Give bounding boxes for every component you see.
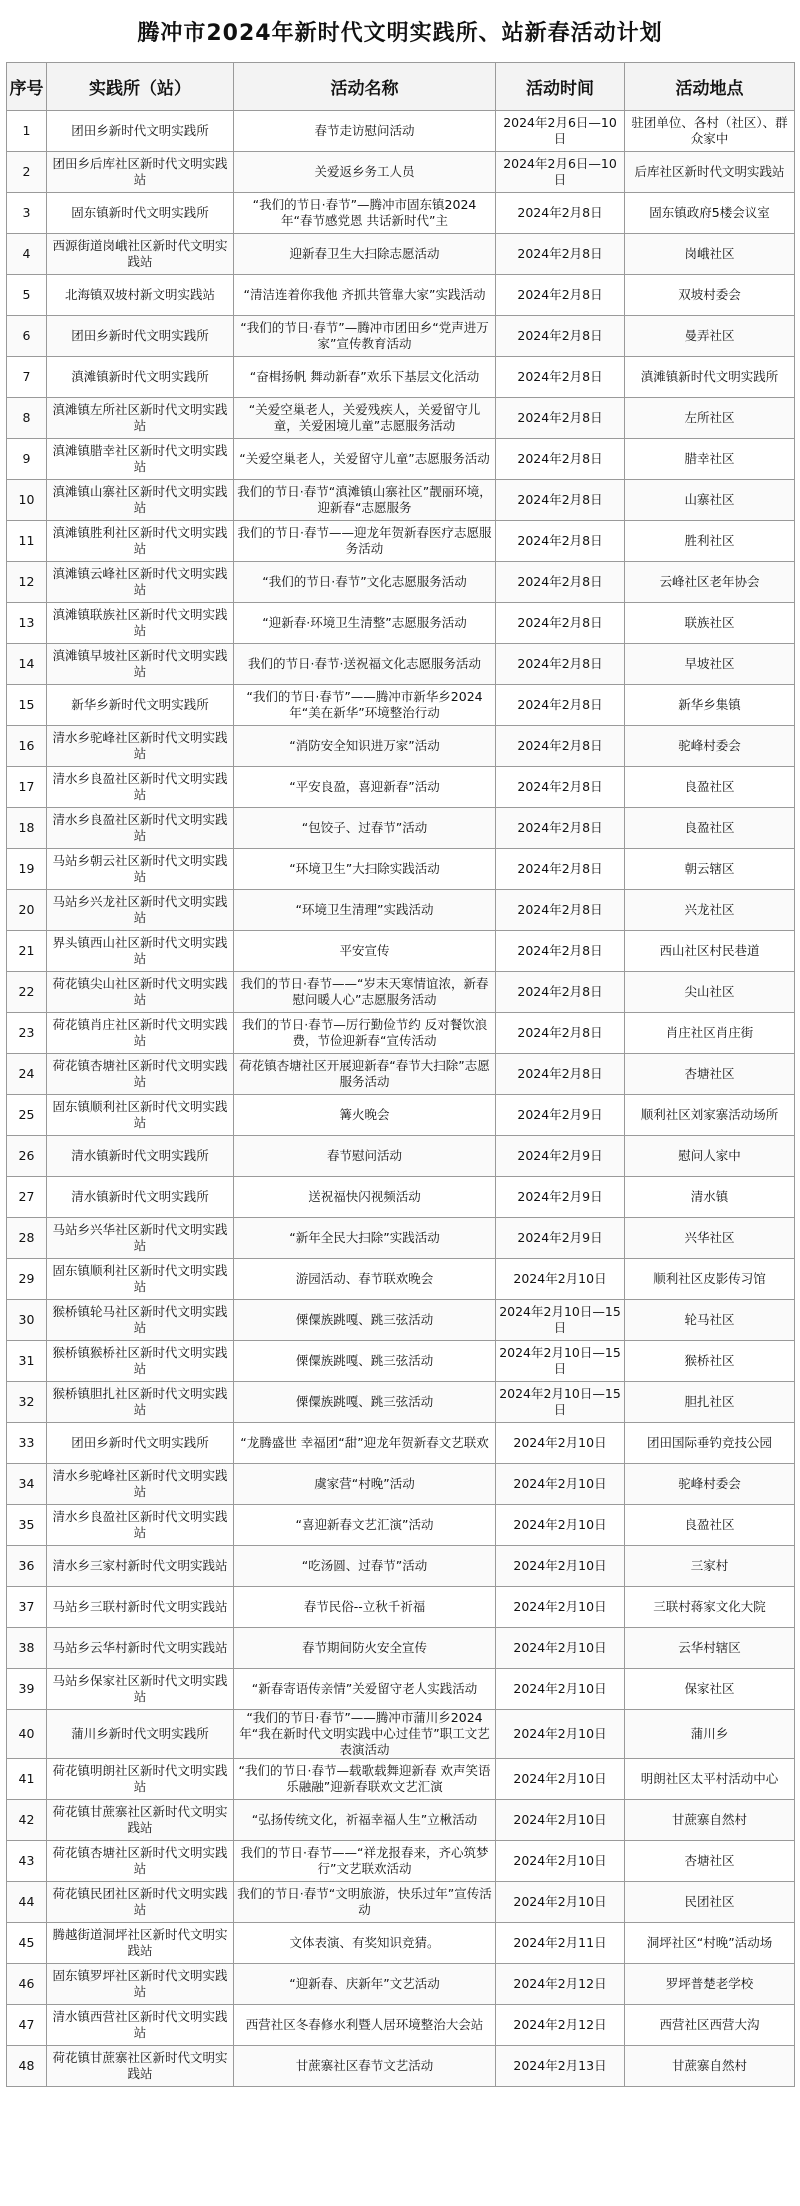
cell-station: 荷花镇杏塘社区新时代文明实践站: [47, 1841, 234, 1882]
table-row: [7, 316, 795, 357]
cell-station: 清水乡良盈社区新时代文明实践站: [47, 767, 234, 808]
cell-activity-name: 我们的节日·春节——“祥龙报春来，齐心筑梦行”文艺联欢活动: [234, 1841, 496, 1882]
cell-activity-location: 驼峰村委会: [625, 1464, 795, 1505]
cell-activity-location: 蒲川乡: [625, 1710, 795, 1759]
cell-index: 38: [7, 1628, 47, 1669]
cell-activity-time: 2024年2月8日: [496, 439, 625, 480]
cell-activity-name: 我们的节日·春节“文明旅游，快乐过年”宣传活动: [234, 1882, 496, 1923]
cell-index: 28: [7, 1218, 47, 1259]
cell-station: 猴桥镇轮马社区新时代文明实践站: [47, 1300, 234, 1341]
cell-station: 固东镇罗坪社区新时代文明实践站: [47, 1964, 234, 2005]
cell-index: 44: [7, 1882, 47, 1923]
table-row: [7, 972, 795, 1013]
cell-station: 荷花镇民团社区新时代文明实践站: [47, 1882, 234, 1923]
cell-index: 29: [7, 1259, 47, 1300]
header-activity-time: 活动时间: [496, 63, 625, 111]
cell-activity-location: 轮马社区: [625, 1300, 795, 1341]
table-row: [7, 1136, 795, 1177]
table-row: [7, 767, 795, 808]
cell-activity-time: 2024年2月8日: [496, 849, 625, 890]
cell-activity-name: 春节期间防火安全宣传: [234, 1628, 496, 1669]
cell-station: 马站乡云华村新时代文明实践站: [47, 1628, 234, 1669]
cell-station: 清水镇新时代文明实践所: [47, 1136, 234, 1177]
table-row: [7, 1300, 795, 1341]
cell-activity-time: 2024年2月9日: [496, 1136, 625, 1177]
cell-index: 16: [7, 726, 47, 767]
cell-index: 35: [7, 1505, 47, 1546]
cell-activity-location: 三家村: [625, 1546, 795, 1587]
table-row: [7, 890, 795, 931]
cell-index: 31: [7, 1341, 47, 1382]
cell-activity-name: 游园活动、春节联欢晚会: [234, 1259, 496, 1300]
cell-activity-location: 曼弄社区: [625, 316, 795, 357]
cell-activity-time: 2024年2月10日: [496, 1710, 625, 1759]
cell-station: 马站乡三联村新时代文明实践站: [47, 1587, 234, 1628]
cell-activity-location: 胆扎社区: [625, 1382, 795, 1423]
cell-activity-name: “吃汤圆、过春节”活动: [234, 1546, 496, 1587]
table-row: [7, 1546, 795, 1587]
cell-activity-name: 荷花镇杏塘社区开展迎新春“春节大扫除”志愿服务活动: [234, 1054, 496, 1095]
cell-activity-location: 慰问人家中: [625, 1136, 795, 1177]
cell-index: 13: [7, 603, 47, 644]
table-row: [7, 521, 795, 562]
table-row: [7, 1964, 795, 2005]
cell-activity-location: 肖庄社区肖庄街: [625, 1013, 795, 1054]
cell-activity-location: 兴龙社区: [625, 890, 795, 931]
cell-activity-name: 傈僳族跳嘎、跳三弦活动: [234, 1300, 496, 1341]
cell-activity-location: 山寨社区: [625, 480, 795, 521]
header-activity-location: 活动地点: [625, 63, 795, 111]
cell-activity-time: 2024年2月8日: [496, 726, 625, 767]
cell-activity-time: 2024年2月10日: [496, 1505, 625, 1546]
cell-station: 马站乡兴龙社区新时代文明实践站: [47, 890, 234, 931]
table-row: [7, 1587, 795, 1628]
cell-activity-name: “清洁连着你我他 齐抓共管靠大家”实践活动: [234, 275, 496, 316]
cell-station: 团田乡后库社区新时代文明实践站: [47, 152, 234, 193]
cell-station: 荷花镇尖山社区新时代文明实践站: [47, 972, 234, 1013]
header-index: 序号: [7, 63, 47, 111]
cell-activity-name: “平安良盈，喜迎新春”活动: [234, 767, 496, 808]
cell-activity-location: 良盈社区: [625, 767, 795, 808]
cell-activity-name: “新春寄语传亲情”关爱留守老人实践活动: [234, 1669, 496, 1710]
cell-index: 25: [7, 1095, 47, 1136]
cell-activity-location: 猴桥社区: [625, 1341, 795, 1382]
table-row: [7, 398, 795, 439]
table-row: [7, 193, 795, 234]
table-row: [7, 685, 795, 726]
cell-activity-time: 2024年2月8日: [496, 603, 625, 644]
table-row: [7, 726, 795, 767]
cell-station: 马站乡保家社区新时代文明实践站: [47, 1669, 234, 1710]
cell-activity-name: 春节民俗--立秋千祈福: [234, 1587, 496, 1628]
cell-activity-name: “喜迎新春文艺汇演”活动: [234, 1505, 496, 1546]
cell-activity-name: “奋楫扬帆 舞动新春”欢乐下基层文化活动: [234, 357, 496, 398]
cell-index: 20: [7, 890, 47, 931]
table-row: [7, 1095, 795, 1136]
cell-index: 43: [7, 1841, 47, 1882]
table-row: [7, 1759, 795, 1800]
header-activity-name: 活动名称: [234, 63, 496, 111]
cell-station: 固东镇顺利社区新时代文明实践站: [47, 1259, 234, 1300]
cell-index: 4: [7, 234, 47, 275]
cell-activity-time: 2024年2月9日: [496, 1218, 625, 1259]
cell-activity-time: 2024年2月10日: [496, 1423, 625, 1464]
cell-station: 荷花镇甘蔗寨社区新时代文明实践站: [47, 1800, 234, 1841]
cell-index: 33: [7, 1423, 47, 1464]
cell-activity-name: “我们的节日·春节”——腾冲市新华乡2024年“美在新华”环境整治行动: [234, 685, 496, 726]
cell-activity-time: 2024年2月10日: [496, 1464, 625, 1505]
cell-activity-location: 西营社区西营大沟: [625, 2005, 795, 2046]
cell-activity-name: 平安宣传: [234, 931, 496, 972]
cell-activity-name: “龙腾盛世 幸福团“甜”迎龙年贺新春文艺联欢: [234, 1423, 496, 1464]
cell-activity-location: 甘蔗寨自然村: [625, 1800, 795, 1841]
cell-station: 荷花镇甘蔗寨社区新时代文明实践站: [47, 2046, 234, 2087]
table-row: [7, 1923, 795, 1964]
cell-index: 3: [7, 193, 47, 234]
cell-station: 滇滩镇云峰社区新时代文明实践站: [47, 562, 234, 603]
cell-index: 48: [7, 2046, 47, 2087]
cell-activity-time: 2024年2月10日: [496, 1259, 625, 1300]
cell-activity-name: “新年全民大扫除”实践活动: [234, 1218, 496, 1259]
cell-station: 马站乡朝云社区新时代文明实践站: [47, 849, 234, 890]
header-station: 实践所（站）: [47, 63, 234, 111]
cell-activity-location: 甘蔗寨自然村: [625, 2046, 795, 2087]
cell-activity-name: “我们的节日·春节—载歌载舞迎新春 欢声笑语乐融融”迎新春联欢文艺汇演: [234, 1759, 496, 1800]
cell-station: 界头镇西山社区新时代文明实践站: [47, 931, 234, 972]
cell-index: 40: [7, 1710, 47, 1759]
document-title: 腾冲市2024年新时代文明实践所、站新春活动计划: [137, 20, 663, 46]
cell-activity-name: “弘扬传统文化，祈福幸福人生”立楸活动: [234, 1800, 496, 1841]
cell-activity-location: 团田国际垂钓竞技公园: [625, 1423, 795, 1464]
cell-activity-time: 2024年2月8日: [496, 890, 625, 931]
cell-station: 团田乡新时代文明实践所: [47, 111, 234, 152]
cell-index: 47: [7, 2005, 47, 2046]
cell-activity-name: 春节走访慰问活动: [234, 111, 496, 152]
cell-activity-name: “环境卫生”大扫除实践活动: [234, 849, 496, 890]
cell-activity-time: 2024年2月12日: [496, 1964, 625, 2005]
cell-index: 15: [7, 685, 47, 726]
cell-activity-time: 2024年2月8日: [496, 685, 625, 726]
cell-activity-location: 胜利社区: [625, 521, 795, 562]
cell-activity-time: 2024年2月8日: [496, 480, 625, 521]
cell-activity-name: “关爱空巢老人，关爱残疾人，关爱留守儿童，关爱困境儿童”志愿服务活动: [234, 398, 496, 439]
table-row: [7, 275, 795, 316]
cell-station: 清水镇新时代文明实践所: [47, 1177, 234, 1218]
cell-station: 清水乡良盈社区新时代文明实践站: [47, 1505, 234, 1546]
cell-activity-location: 民团社区: [625, 1882, 795, 1923]
cell-activity-time: 2024年2月8日: [496, 398, 625, 439]
table-row: [7, 1382, 795, 1423]
cell-activity-name: 关爱返乡务工人员: [234, 152, 496, 193]
cell-index: 14: [7, 644, 47, 685]
cell-activity-name: “关爱空巢老人，关爱留守儿童”志愿服务活动: [234, 439, 496, 480]
cell-activity-time: 2024年2月8日: [496, 275, 625, 316]
cell-activity-name: 傈僳族跳嘎、跳三弦活动: [234, 1382, 496, 1423]
cell-activity-time: 2024年2月8日: [496, 193, 625, 234]
table-row: [7, 1841, 795, 1882]
cell-station: 滇滩镇早坡社区新时代文明实践站: [47, 644, 234, 685]
table-row: [7, 1505, 795, 1546]
cell-activity-time: 2024年2月10日—15日: [496, 1382, 625, 1423]
cell-index: 12: [7, 562, 47, 603]
cell-activity-name: 我们的节日·春节·送祝福文化志愿服务活动: [234, 644, 496, 685]
cell-activity-location: 罗坪普楚老学校: [625, 1964, 795, 2005]
cell-index: 46: [7, 1964, 47, 2005]
cell-activity-time: 2024年2月8日: [496, 1054, 625, 1095]
cell-station: 西源街道岗峨社区新时代文明实践站: [47, 234, 234, 275]
cell-activity-location: 顺利社区刘家寨活动场所: [625, 1095, 795, 1136]
cell-station: 蒲川乡新时代文明实践所: [47, 1710, 234, 1759]
cell-activity-location: 明朗社区太平村活动中心: [625, 1759, 795, 1800]
cell-activity-name: “迎新春·环境卫生清整”志愿服务活动: [234, 603, 496, 644]
cell-activity-location: 顺利社区皮影传习馆: [625, 1259, 795, 1300]
cell-index: 26: [7, 1136, 47, 1177]
cell-activity-location: 兴华社区: [625, 1218, 795, 1259]
table-row: [7, 562, 795, 603]
table-row: [7, 849, 795, 890]
cell-index: 37: [7, 1587, 47, 1628]
cell-index: 45: [7, 1923, 47, 1964]
cell-activity-name: 我们的节日·春节“滇滩镇山寨社区”靓丽环境，迎新春“志愿服务: [234, 480, 496, 521]
cell-activity-name: 送祝福快闪视频活动: [234, 1177, 496, 1218]
cell-activity-location: 西山社区村民巷道: [625, 931, 795, 972]
cell-index: 18: [7, 808, 47, 849]
table-row: [7, 931, 795, 972]
cell-station: 团田乡新时代文明实践所: [47, 1423, 234, 1464]
cell-activity-time: 2024年2月10日: [496, 1628, 625, 1669]
cell-index: 17: [7, 767, 47, 808]
cell-station: 团田乡新时代文明实践所: [47, 316, 234, 357]
cell-activity-time: 2024年2月6日—10日: [496, 152, 625, 193]
cell-station: 滇滩镇山寨社区新时代文明实践站: [47, 480, 234, 521]
cell-activity-name: 虞家营“村晚”活动: [234, 1464, 496, 1505]
cell-activity-location: 杏塘社区: [625, 1054, 795, 1095]
table-row: [7, 1882, 795, 1923]
table-row: [7, 1013, 795, 1054]
cell-activity-location: 尖山社区: [625, 972, 795, 1013]
cell-station: 猴桥镇胆扎社区新时代文明实践站: [47, 1382, 234, 1423]
cell-activity-location: 云峰社区老年协会: [625, 562, 795, 603]
table-body: [7, 111, 795, 2087]
cell-station: 滇滩镇新时代文明实践所: [47, 357, 234, 398]
cell-activity-location: 岗峨社区: [625, 234, 795, 275]
cell-activity-time: 2024年2月10日: [496, 1882, 625, 1923]
cell-activity-time: 2024年2月10日: [496, 1587, 625, 1628]
cell-index: 21: [7, 931, 47, 972]
cell-index: 22: [7, 972, 47, 1013]
cell-activity-time: 2024年2月12日: [496, 2005, 625, 2046]
cell-station: 清水乡三家村新时代文明实践站: [47, 1546, 234, 1587]
cell-station: 荷花镇杏塘社区新时代文明实践站: [47, 1054, 234, 1095]
cell-activity-location: 云华村辖区: [625, 1628, 795, 1669]
table-row: [7, 1218, 795, 1259]
table-row: [7, 808, 795, 849]
table-row: [7, 1800, 795, 1841]
cell-activity-time: 2024年2月8日: [496, 644, 625, 685]
table-header-row: [7, 63, 795, 111]
cell-activity-time: 2024年2月8日: [496, 931, 625, 972]
cell-activity-location: 良盈社区: [625, 1505, 795, 1546]
cell-station: 固东镇顺利社区新时代文明实践站: [47, 1095, 234, 1136]
cell-activity-location: 保家社区: [625, 1669, 795, 1710]
cell-activity-location: 驻团单位、各村（社区）、群众家中: [625, 111, 795, 152]
cell-index: 6: [7, 316, 47, 357]
cell-activity-name: 迎新春卫生大扫除志愿活动: [234, 234, 496, 275]
cell-station: 清水乡良盈社区新时代文明实践站: [47, 808, 234, 849]
cell-activity-name: 文体表演、有奖知识竞猜。: [234, 1923, 496, 1964]
cell-index: 9: [7, 439, 47, 480]
cell-index: 39: [7, 1669, 47, 1710]
cell-activity-name: “迎新春、庆新年”文艺活动: [234, 1964, 496, 2005]
cell-index: 24: [7, 1054, 47, 1095]
cell-activity-name: 我们的节日·春节—厉行勤俭节约 反对餐饮浪费，节俭迎新春“宣传活动: [234, 1013, 496, 1054]
cell-activity-location: 驼峰村委会: [625, 726, 795, 767]
cell-activity-time: 2024年2月8日: [496, 521, 625, 562]
cell-station: 滇滩镇左所社区新时代文明实践站: [47, 398, 234, 439]
cell-activity-time: 2024年2月13日: [496, 2046, 625, 2087]
cell-station: 滇滩镇联族社区新时代文明实践站: [47, 603, 234, 644]
cell-index: 23: [7, 1013, 47, 1054]
table-row: [7, 1054, 795, 1095]
cell-index: 36: [7, 1546, 47, 1587]
cell-station: 滇滩镇腊幸社区新时代文明实践站: [47, 439, 234, 480]
cell-activity-time: 2024年2月11日: [496, 1923, 625, 1964]
cell-activity-time: 2024年2月8日: [496, 562, 625, 603]
cell-activity-time: 2024年2月10日: [496, 1800, 625, 1841]
cell-index: 2: [7, 152, 47, 193]
cell-station: 新华乡新时代文明实践所: [47, 685, 234, 726]
table-row: [7, 111, 795, 152]
table-row: [7, 152, 795, 193]
cell-station: 清水镇西营社区新时代文明实践站: [47, 2005, 234, 2046]
cell-activity-location: 左所社区: [625, 398, 795, 439]
cell-activity-time: 2024年2月8日: [496, 1013, 625, 1054]
table-row: [7, 2046, 795, 2087]
cell-activity-time: 2024年2月10日: [496, 1546, 625, 1587]
cell-activity-time: 2024年2月10日: [496, 1669, 625, 1710]
table-row: [7, 480, 795, 521]
cell-station: 腾越街道洞坪社区新时代文明实践站: [47, 1923, 234, 1964]
cell-activity-time: 2024年2月10日: [496, 1841, 625, 1882]
activity-table: [6, 62, 795, 2087]
cell-activity-location: 双坡村委会: [625, 275, 795, 316]
table-row: [7, 2005, 795, 2046]
cell-activity-location: 后库社区新时代文明实践站: [625, 152, 795, 193]
cell-activity-name: “我们的节日·春节”—腾冲市固东镇2024年“春节感党恩 共话新时代”主: [234, 193, 496, 234]
cell-activity-time: 2024年2月8日: [496, 972, 625, 1013]
table-row: [7, 1669, 795, 1710]
table-row: [7, 1423, 795, 1464]
table-row: [7, 1341, 795, 1382]
cell-activity-name: “我们的节日·春节”——腾冲市蒲川乡2024年“我在新时代文明实践中心过佳节”职工文艺表演活动: [234, 1710, 496, 1759]
cell-activity-time: 2024年2月8日: [496, 808, 625, 849]
cell-activity-time: 2024年2月10日—15日: [496, 1341, 625, 1382]
cell-activity-location: 固东镇政府5楼会议室: [625, 193, 795, 234]
cell-index: 30: [7, 1300, 47, 1341]
cell-station: 北海镇双坡村新文明实践站: [47, 275, 234, 316]
cell-activity-time: 2024年2月8日: [496, 357, 625, 398]
cell-activity-location: 滇滩镇新时代文明实践所: [625, 357, 795, 398]
table-row: [7, 234, 795, 275]
table-row: [7, 644, 795, 685]
cell-index: 7: [7, 357, 47, 398]
cell-station: 清水乡驼峰社区新时代文明实践站: [47, 1464, 234, 1505]
cell-index: 1: [7, 111, 47, 152]
cell-activity-location: 洞坪社区“村晚”活动场: [625, 1923, 795, 1964]
cell-station: 固东镇新时代文明实践所: [47, 193, 234, 234]
cell-index: 19: [7, 849, 47, 890]
cell-station: 清水乡驼峰社区新时代文明实践站: [47, 726, 234, 767]
cell-station: 猴桥镇猴桥社区新时代文明实践站: [47, 1341, 234, 1382]
cell-activity-time: 2024年2月8日: [496, 234, 625, 275]
cell-index: 11: [7, 521, 47, 562]
cell-index: 41: [7, 1759, 47, 1800]
cell-activity-name: “包饺子、过春节”活动: [234, 808, 496, 849]
cell-activity-time: 2024年2月8日: [496, 767, 625, 808]
cell-activity-name: 甘蔗寨社区春节文艺活动: [234, 2046, 496, 2087]
cell-activity-location: 朝云辖区: [625, 849, 795, 890]
cell-station: 荷花镇明朗社区新时代文明实践站: [47, 1759, 234, 1800]
cell-activity-location: 杏塘社区: [625, 1841, 795, 1882]
table-row: [7, 1177, 795, 1218]
cell-station: 滇滩镇胜利社区新时代文明实践站: [47, 521, 234, 562]
cell-activity-name: “我们的节日·春节”文化志愿服务活动: [234, 562, 496, 603]
table-row: [7, 1259, 795, 1300]
cell-activity-time: 2024年2月10日—15日: [496, 1300, 625, 1341]
cell-activity-name: “我们的节日·春节”—腾冲市团田乡“党声进万家”宣传教育活动: [234, 316, 496, 357]
table-row: [7, 1464, 795, 1505]
cell-activity-name: 我们的节日·春节——迎龙年贺新春医疗志愿服务活动: [234, 521, 496, 562]
table-row: [7, 603, 795, 644]
cell-activity-location: 清水镇: [625, 1177, 795, 1218]
table-row: [7, 439, 795, 480]
cell-index: 27: [7, 1177, 47, 1218]
cell-activity-location: 良盈社区: [625, 808, 795, 849]
table-row: [7, 1710, 795, 1759]
cell-index: 34: [7, 1464, 47, 1505]
cell-index: 10: [7, 480, 47, 521]
cell-station: 马站乡兴华社区新时代文明实践站: [47, 1218, 234, 1259]
cell-activity-location: 新华乡集镇: [625, 685, 795, 726]
table-row: [7, 357, 795, 398]
cell-activity-time: 2024年2月9日: [496, 1177, 625, 1218]
cell-activity-name: 西营社区冬春修水利暨人居环境整治大会站: [234, 2005, 496, 2046]
cell-activity-time: 2024年2月9日: [496, 1095, 625, 1136]
cell-activity-name: 篝火晚会: [234, 1095, 496, 1136]
cell-index: 8: [7, 398, 47, 439]
cell-activity-name: “消防安全知识进万家”活动: [234, 726, 496, 767]
cell-activity-name: 春节慰问活动: [234, 1136, 496, 1177]
cell-activity-name: 我们的节日·春节——“岁末天寒情谊浓，新春慰问暖人心”志愿服务活动: [234, 972, 496, 1013]
cell-activity-location: 腊幸社区: [625, 439, 795, 480]
cell-activity-time: 2024年2月10日: [496, 1759, 625, 1800]
cell-activity-location: 联族社区: [625, 603, 795, 644]
cell-activity-name: 傈僳族跳嘎、跳三弦活动: [234, 1341, 496, 1382]
cell-activity-time: 2024年2月8日: [496, 316, 625, 357]
table-row: [7, 1628, 795, 1669]
cell-index: 32: [7, 1382, 47, 1423]
cell-station: 荷花镇肖庄社区新时代文明实践站: [47, 1013, 234, 1054]
cell-activity-location: 早坡社区: [625, 644, 795, 685]
cell-activity-time: 2024年2月6日—10日: [496, 111, 625, 152]
cell-index: 42: [7, 1800, 47, 1841]
cell-index: 5: [7, 275, 47, 316]
cell-activity-location: 三联村蒋家文化大院: [625, 1587, 795, 1628]
cell-activity-name: “环境卫生清理”实践活动: [234, 890, 496, 931]
